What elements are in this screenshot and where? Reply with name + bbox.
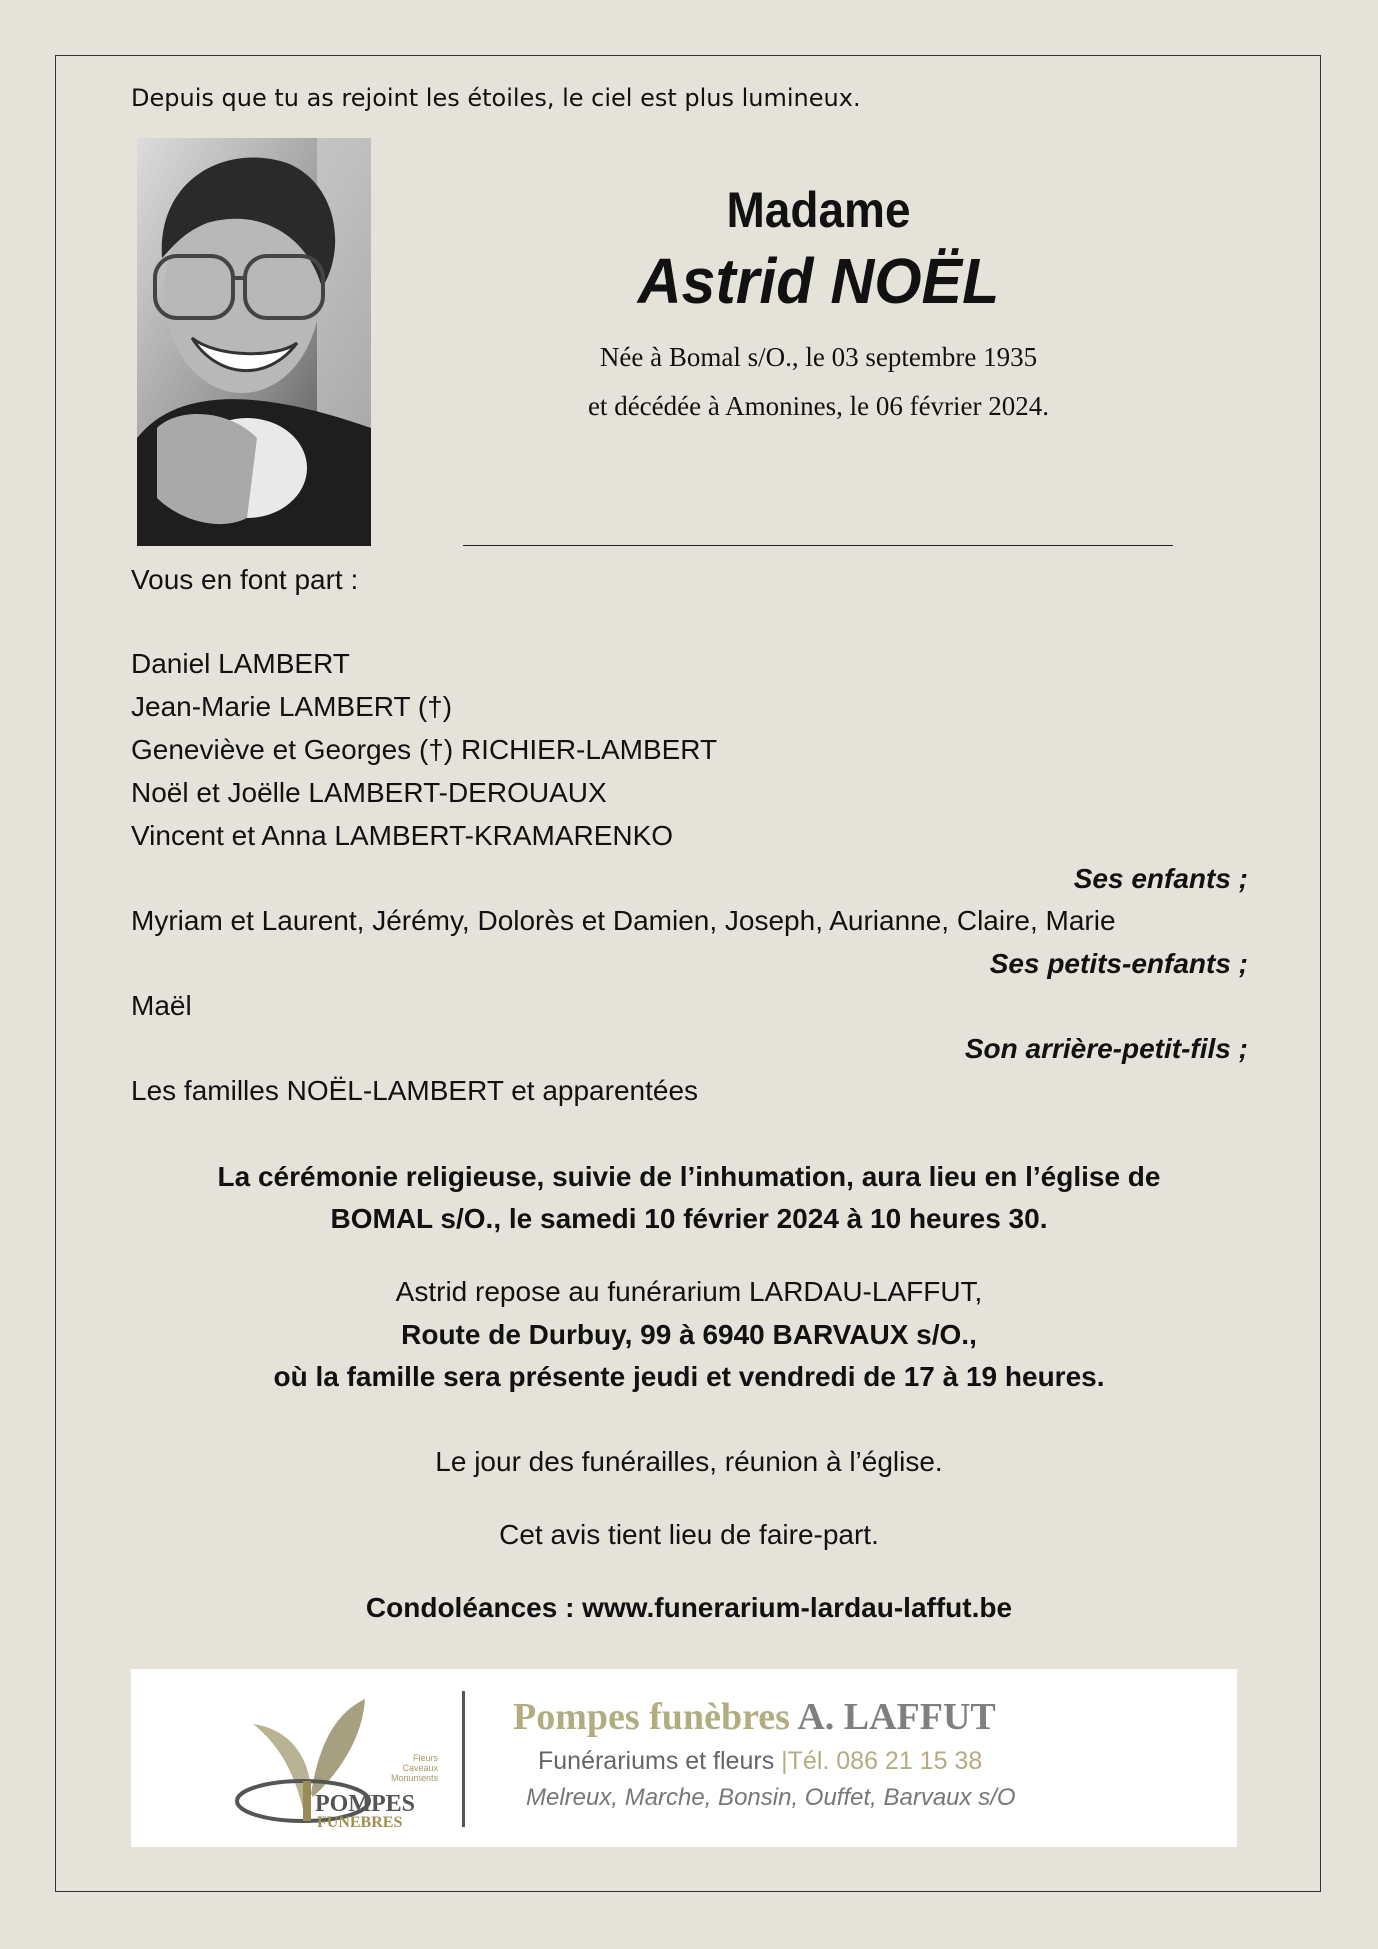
banner-divider	[462, 1691, 465, 1827]
child-name: Daniel LAMBERT	[131, 648, 350, 679]
birth-info: Née à Bomal s/O., le 03 septembre 1935	[599, 342, 1038, 372]
deceased-name: Astrid NOËL	[637, 245, 1000, 317]
logo-word: POMPES	[315, 1791, 415, 1817]
notice-note: Cet avis tient lieu de faire-part.	[499, 1519, 879, 1550]
honorific-title: Madame	[726, 182, 911, 238]
ceremony-line: BOMAL s/O., le samedi 10 février 2024 à 10 heures 30.	[330, 1203, 1048, 1234]
announce-text: Vous en font part :	[131, 564, 359, 595]
child-name: Vincent et Anna LAMBERT-KRAMARENKO	[131, 820, 674, 851]
logo-word: FUNEBRES	[317, 1814, 403, 1829]
great-grandchild-role: Son arrière-petit-fils ;	[964, 1033, 1248, 1064]
death-info: et décédée à Amonines, le 06 février 2024.	[587, 391, 1050, 421]
rest-address: Route de Durbuy, 99 à 6940 BARVAUX s/O.,	[401, 1319, 977, 1350]
funeral-home-logo	[233, 1689, 473, 1829]
grandchildren-names: Myriam et Laurent, Jérémy, Dolorès et Damien, Joseph, Aurianne, Claire, Marie	[131, 905, 1116, 936]
epigraph: Depuis que tu as rejoint les étoiles, le ciel est plus lumineux.	[131, 84, 861, 112]
children-role: Ses enfants ;	[1073, 863, 1248, 894]
child-name: Geneviève et Georges (†) RICHIER-LAMBERT	[131, 734, 718, 765]
child-name: Jean-Marie LAMBERT (†)	[131, 691, 453, 722]
funeral-home-owner: A. LAFFUT	[797, 1696, 996, 1738]
logo-text: Monuments	[390, 1773, 438, 1783]
funeral-home-contact	[538, 1747, 982, 1776]
child-name: Noël et Joëlle LAMBERT-DEROUAUX	[131, 777, 607, 808]
portrait-photo	[137, 138, 371, 546]
visiting-hours: où la famille sera présente jeudi et vendredi de 17 à 19 heures.	[273, 1361, 1105, 1392]
meeting-note: Le jour des funérailles, réunion à l’église.	[435, 1446, 943, 1477]
funeral-home-name	[513, 1695, 996, 1739]
families-line: Les familles NOËL-LAMBERT et apparentées	[131, 1075, 699, 1106]
funeral-home-phone[interactable]: |Tél. 086 21 15 38	[781, 1747, 983, 1775]
condolences-link[interactable]: Condoléances : www.funerarium-lardau-laffut.be	[365, 1592, 1013, 1623]
rest-location: Astrid repose au funérarium LARDAU-LAFFUT,	[395, 1276, 983, 1307]
grandchildren-role: Ses petits-enfants ;	[989, 948, 1248, 979]
separator-line	[463, 545, 1173, 546]
deceased-heading	[460, 180, 1177, 422]
logo-text: Fleurs	[412, 1753, 438, 1763]
great-grandchild-name: Maël	[131, 990, 192, 1021]
funeral-home-services: Funérariums et fleurs	[538, 1747, 775, 1775]
funeral-home-locations: Melreux, Marche, Bonsin, Ouffet, Barvaux s/O	[526, 1784, 1016, 1811]
funeral-home-banner	[131, 1669, 1237, 1847]
logo-text: Caveaux	[402, 1763, 438, 1773]
ceremony-line: La cérémonie religieuse, suivie de l’inhumation, aura lieu en l’église de	[217, 1161, 1161, 1192]
funeral-home-prefix: Pompes funèbres	[513, 1696, 790, 1738]
